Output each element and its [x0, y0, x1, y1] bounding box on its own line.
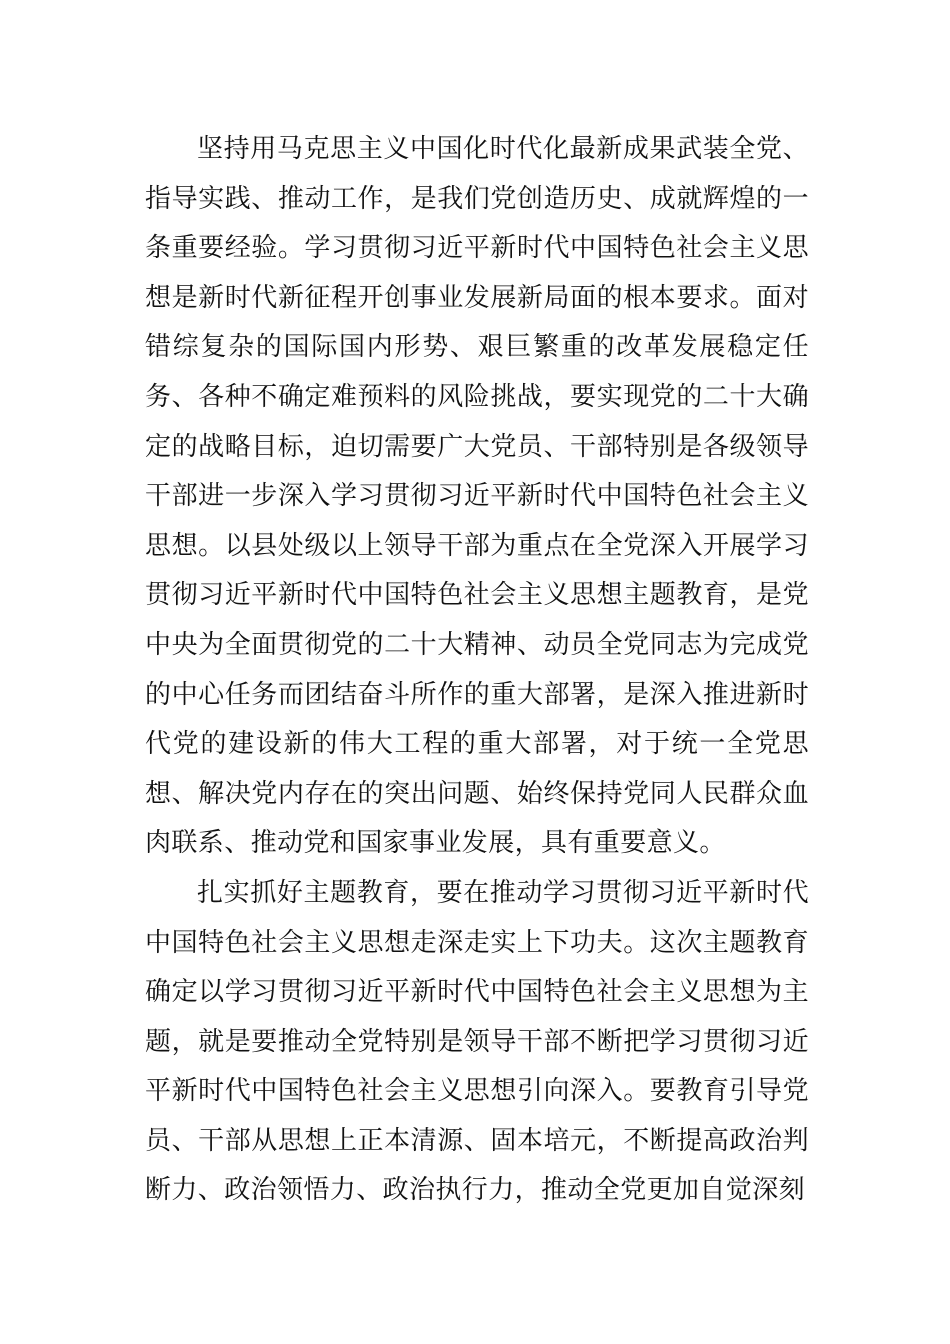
paragraph-2: 扎实抓好主题教育，要在推动学习贯彻习近平新时代中国特色社会主义思想走深走实上下功夫。这次主题教育确定以学习贯彻习近平新时代中国特色社会主义思想为主题，就是要推动全党特别是领导干部不断把学习贯彻习近平新时代中国特色社会主义思想引向深入。要教育引导党员、干部从思想上正本清源、固本培元，不断提高政治判断力、政治领悟力、政治执行力，推动全党更加自觉深刻 — [145, 877, 809, 1206]
document-body — [145, 125, 809, 1216]
paragraph-1: 坚持用马克思主义中国化时代化最新成果武装全党、指导实践、推动工作，是我们党创造历史、成就辉煌的一条重要经验。学习贯彻习近平新时代中国特色社会主义思想是新时代新征程开创事业发展新局面的根本要求。面对错综复杂的国际国内形势、艰巨繁重的改革发展稳定任务、各种不确定难预料的风险挑战，要实现党的二十大确定的战略目标，迫切需要广大党员、干部特别是各级领导干部进一步深入学习贯彻习近平新时代中国特色社会主义思想。以县处级以上领导干部为重点在全党深入开展学习贯彻习近平新时代中国特色社会主义思想主题教育，是党中央为全面贯彻党的二十大精神、动员全党同志为完成党的中心任务而团结奋斗所作的重大部署，是深入推进新时代党的建设新的伟大工程的重大部署，对于统一全党思想、解决党内存在的突出问题、始终保持党同人民群众血肉联系、推动党和国家事业发展，具有重要意义。 — [145, 134, 809, 859]
